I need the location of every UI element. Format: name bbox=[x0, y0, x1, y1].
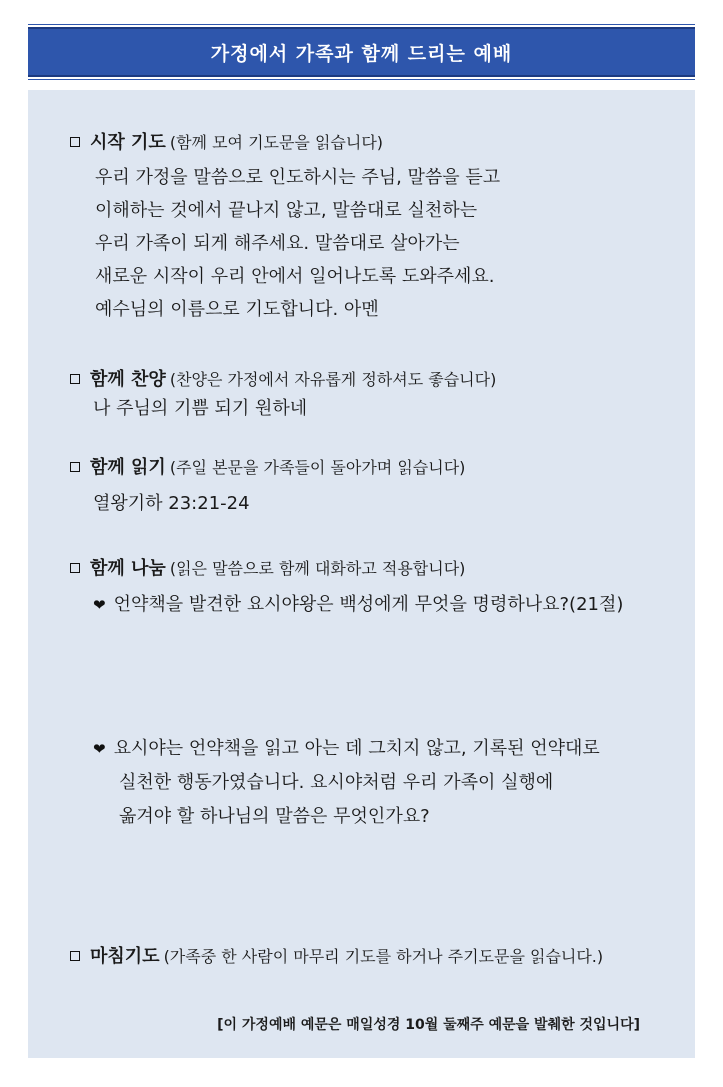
heart-icon: ❤ bbox=[93, 740, 106, 758]
discussion-question-1 bbox=[93, 590, 623, 616]
heart-icon: ❤ bbox=[93, 596, 106, 614]
question-line: 실천한 행동가였습니다. 요시야처럼 우리 가족이 실행에 bbox=[119, 772, 554, 793]
section-note: (찬양은 가정에서 자유롭게 정하셔도 좋습니다) bbox=[169, 370, 497, 389]
checkbox-square-icon bbox=[70, 462, 80, 472]
page-title-banner bbox=[28, 27, 695, 77]
section-title: 시작 기도 bbox=[90, 132, 166, 153]
section-note: (함께 모여 기도문을 읽습니다) bbox=[169, 133, 384, 152]
prayer-line: 새로운 시작이 우리 안에서 일어나도록 도와주세요. bbox=[95, 266, 495, 287]
discussion-question-2 bbox=[93, 734, 600, 760]
question-line: 언약책을 발견한 요시야왕은 백성에게 무엇을 명령하나요?(21절) bbox=[113, 594, 624, 615]
section-heading-praise bbox=[70, 365, 496, 391]
section-heading-sharing bbox=[70, 554, 465, 580]
checkbox-square-icon bbox=[70, 137, 80, 147]
section-note: (읽은 말씀으로 함께 대화하고 적용합니다) bbox=[169, 559, 466, 578]
song-title: 나 주님의 기쁨 되기 원하네 bbox=[93, 398, 308, 419]
source-note: [이 가정예배 예문은 매일성경 10월 둘째주 예문을 발췌한 것입니다] bbox=[217, 1017, 640, 1033]
checkbox-square-icon bbox=[70, 951, 80, 961]
page-title: 가정에서 가족과 함께 드리는 예배 bbox=[210, 42, 513, 65]
checkbox-square-icon bbox=[70, 563, 80, 573]
question-line: 요시야는 언약책을 읽고 아는 데 그치지 않고, 기록된 언약대로 bbox=[113, 738, 600, 759]
checkbox-square-icon bbox=[70, 374, 80, 384]
prayer-line: 이해하는 것에서 끝나지 않고, 말씀대로 실천하는 bbox=[95, 200, 478, 221]
section-note: (가족중 한 사람이 마무리 기도를 하거나 주기도문을 읽습니다.) bbox=[163, 947, 604, 966]
section-heading-reading bbox=[70, 453, 465, 479]
section-heading-prayer-end bbox=[70, 942, 603, 968]
section-heading-prayer-start bbox=[70, 128, 383, 154]
prayer-line: 우리 가족이 되게 해주세요. 말씀대로 살아가는 bbox=[95, 233, 460, 254]
section-title: 함께 나눔 bbox=[90, 558, 166, 579]
prayer-line: 우리 가정을 말씀으로 인도하시는 주님, 말씀을 듣고 bbox=[95, 167, 501, 188]
question-line: 옮겨야 할 하나님의 말씀은 무엇인가요? bbox=[119, 806, 430, 827]
section-title: 마침기도 bbox=[90, 946, 160, 967]
section-note: (주일 본문을 가족들이 돌아가며 읽습니다) bbox=[169, 458, 466, 477]
section-title: 함께 찬양 bbox=[90, 369, 166, 390]
section-title: 함께 읽기 bbox=[90, 457, 166, 478]
scripture-reference: 열왕기하 23:21-24 bbox=[93, 493, 250, 514]
prayer-line: 예수님의 이름으로 기도합니다. 아멘 bbox=[95, 299, 379, 320]
